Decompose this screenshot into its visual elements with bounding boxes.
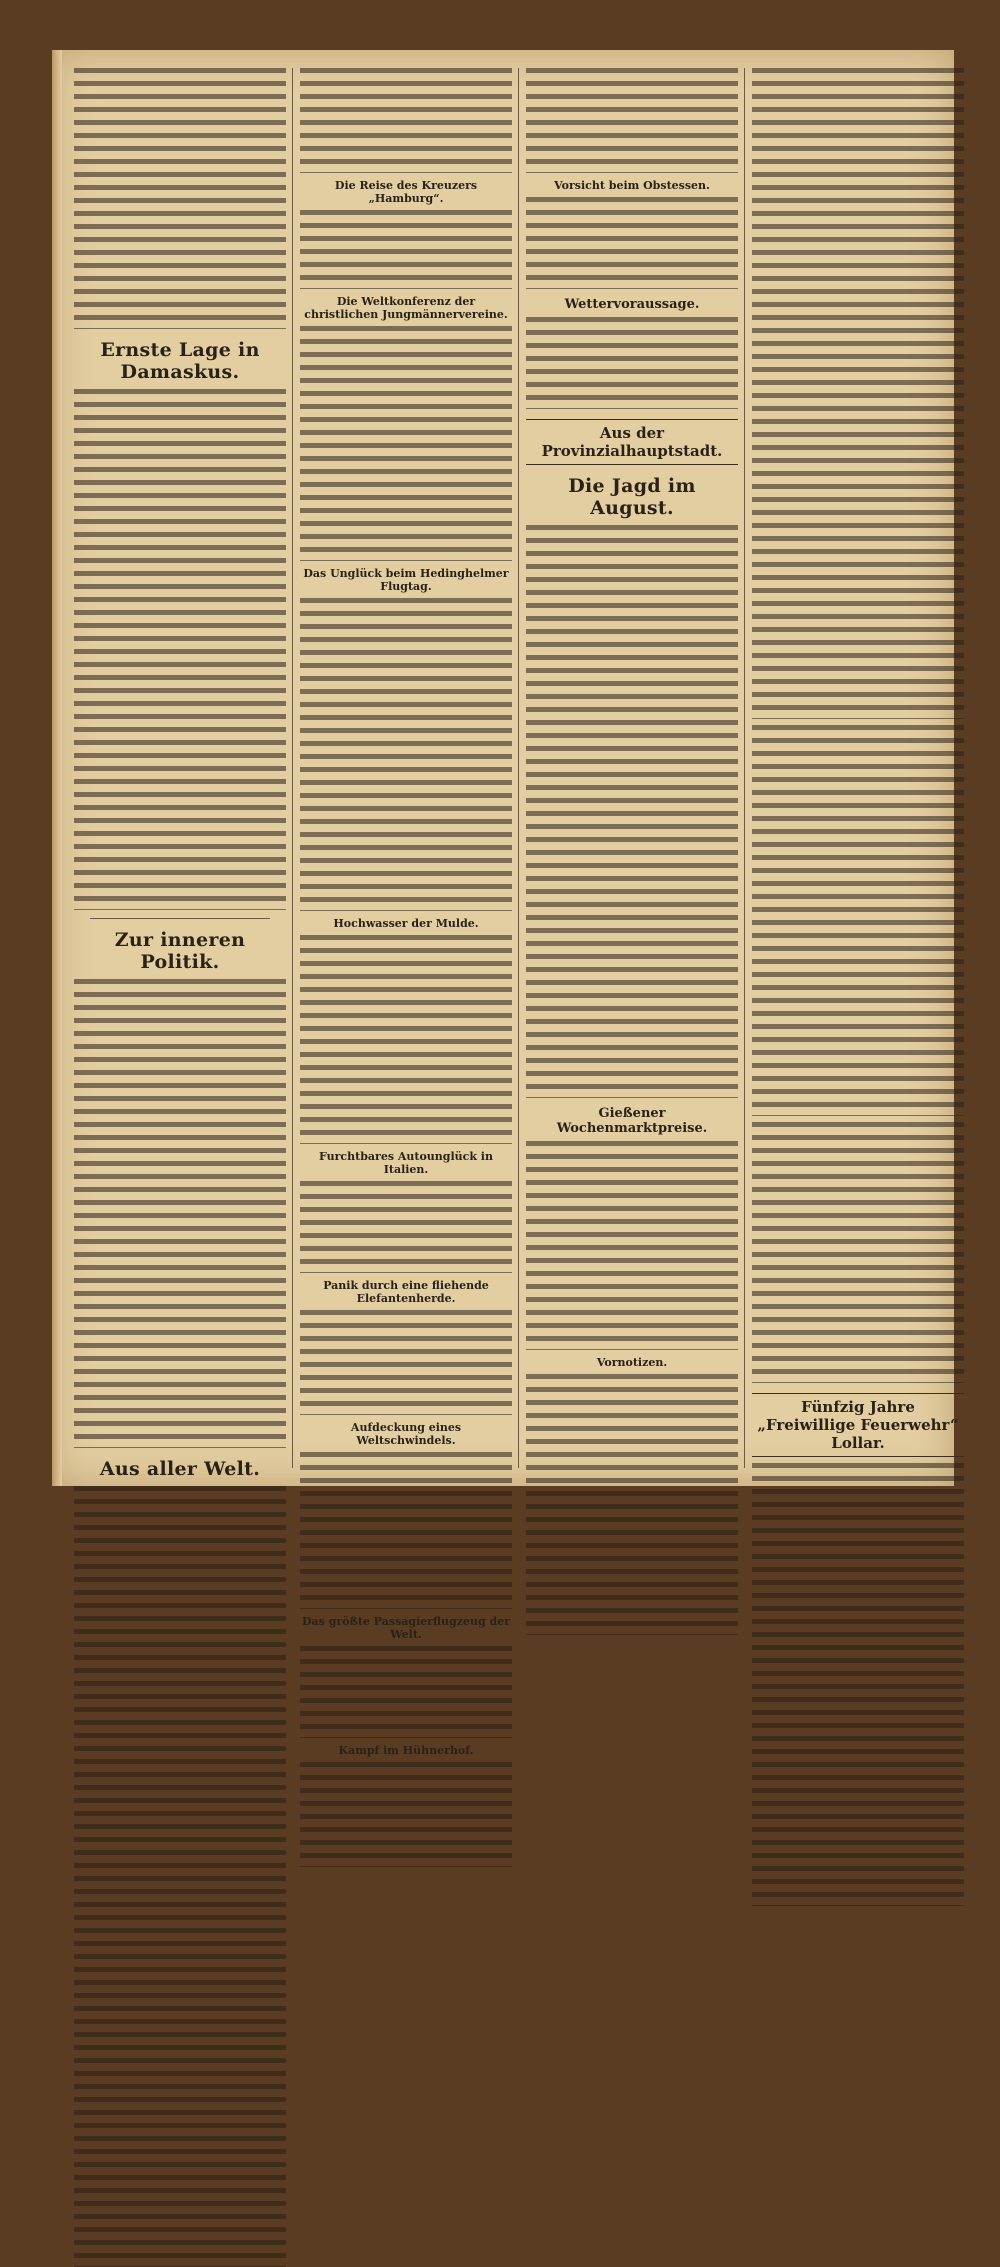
headline-politik: Zur inneren Politik.: [114, 929, 246, 973]
article-text-block: [752, 1463, 964, 1906]
subhead-passagierflugzeug: Das größte Passagierflugzeug der Welt.: [302, 1615, 510, 1641]
headline-jagd: Die Jagd im August.: [568, 475, 696, 519]
headline-wochenmarkt: Gießener Wochenmarktpreise.: [556, 1106, 708, 1136]
article-text-block: [300, 1762, 512, 1867]
column-1: [74, 68, 286, 1480]
subhead-weltkonferenz: Die Weltkonferenz der christlichen Jungmännervereine.: [304, 295, 508, 321]
column-2: [300, 68, 512, 1757]
article-text-block: [300, 935, 512, 1144]
subhead-vornotizen: Vornotizen.: [596, 1356, 668, 1369]
column-4: [752, 68, 964, 1468]
subhead-huehnerhof: Kampf im Hühnerhof.: [338, 1744, 474, 1757]
subhead-hochwasser: Hochwasser der Mulde.: [333, 917, 479, 930]
headline-feuerwehr: Fünfzig Jahre „Freiwillige Feuerwehr“ Lollar.: [752, 1393, 964, 1457]
article-text-block: [300, 1181, 512, 1273]
article-text-block: [300, 1646, 512, 1738]
column-rule: [518, 68, 519, 1468]
article-text-block: [300, 326, 512, 561]
article-text-block: [74, 1486, 286, 2267]
subhead-flugtag: Das Unglück beim Hedinghelmer Flugtag.: [303, 567, 509, 593]
column-3: [526, 68, 738, 1468]
article-text-block: [74, 389, 286, 910]
article-text-block: [74, 68, 286, 329]
article-text-block: [526, 525, 738, 1098]
headline-provinz: Aus der Provinzialhauptstadt.: [526, 419, 738, 465]
article-text-block: [526, 1374, 738, 1635]
page-fold-shadow: [52, 50, 62, 1486]
article-text-block: [300, 598, 512, 911]
article-text-block: [526, 68, 738, 173]
newspaper-page: [52, 50, 959, 1757]
divider: [90, 918, 270, 919]
article-text-block: [752, 68, 964, 719]
article-text-block: [526, 317, 738, 409]
article-text-block: [300, 210, 512, 289]
headline-damaskus: Ernste Lage in Damaskus.: [100, 339, 260, 383]
subhead-elefanten: Panik durch eine fliehende Elefantenherde.: [323, 1279, 489, 1305]
article-text-block: [526, 1141, 738, 1350]
article-text-block: [74, 979, 286, 1448]
article-text-block: [526, 197, 738, 289]
headline-aller-welt: Aus aller Welt.: [99, 1458, 261, 1480]
article-text-block: [752, 725, 964, 1116]
article-text-block: [752, 1122, 964, 1383]
subhead-kreuzer: Die Reise des Kreuzers „Hamburg“.: [334, 179, 478, 205]
subhead-obstessen: Vorsicht beim Obstessen.: [554, 179, 710, 192]
article-text-block: [300, 1452, 512, 1609]
article-text-block: [300, 1310, 512, 1415]
subhead-autounglueck: Furchtbares Autounglück in Italien.: [319, 1150, 493, 1176]
article-text-block: [300, 68, 512, 173]
subhead-wetter: Wettervoraussage.: [564, 297, 700, 312]
column-rule: [744, 68, 745, 1468]
column-rule: [292, 68, 293, 1468]
subhead-weltschwindel: Aufdeckung eines Weltschwindels.: [350, 1421, 462, 1447]
